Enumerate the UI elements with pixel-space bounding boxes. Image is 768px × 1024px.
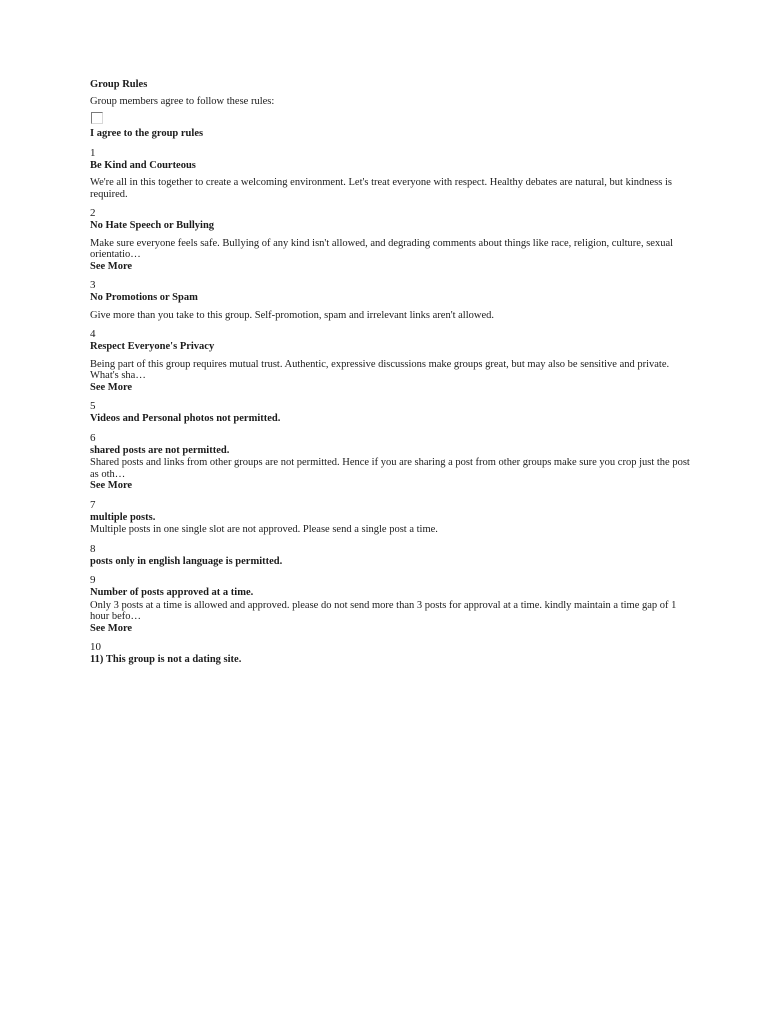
rule-number: 3 bbox=[90, 279, 96, 291]
rule-item-10 bbox=[90, 641, 690, 666]
see-more-link[interactable]: See More bbox=[90, 480, 133, 491]
rule-number: 5 bbox=[90, 400, 96, 412]
rule-item-7 bbox=[90, 499, 690, 536]
see-more-link[interactable]: See More bbox=[90, 381, 133, 393]
rule-number: 8 bbox=[90, 542, 96, 555]
page-title: Group Rules bbox=[90, 79, 148, 90]
rule-description: Being part of this group requires mutual trust. Authentic, expressive discussions make groups great, but may also be sensitive and private. What's sha… bbox=[90, 358, 670, 381]
rule-description: Make sure everyone feels safe. Bullying of any kind isn't allowed, and degrading comments about things like race, religion, culture, sexual orientatio… bbox=[90, 237, 674, 260]
rule-description: Shared posts and links from other groups are not permitted. Hence if you are sharing a post from other groups make sure you crop just the post as oth… bbox=[90, 457, 690, 480]
rule-number: 7 bbox=[90, 498, 96, 511]
see-more-link[interactable]: See More bbox=[90, 622, 133, 634]
rule-title: posts only in english language is permitted. bbox=[90, 555, 283, 567]
rules-list bbox=[90, 147, 690, 666]
agree-label: I agree to the group rules bbox=[90, 128, 204, 139]
rule-title: No Hate Speech or Bullying bbox=[90, 220, 215, 231]
rule-item-3 bbox=[90, 279, 690, 321]
rule-description: Give more than you take to this group. Self-promotion, spam and irrelevant links aren't allowed. bbox=[90, 309, 495, 321]
rules-intro: Group members agree to follow these rules: bbox=[90, 95, 275, 107]
rule-number: 4 bbox=[90, 328, 96, 340]
rule-number: 1 bbox=[90, 146, 96, 159]
rule-title: 11) This group is not a dating site. bbox=[90, 654, 242, 665]
rule-number: 6 bbox=[90, 431, 96, 444]
rule-title: shared posts are not permitted. bbox=[90, 444, 230, 456]
rule-description: We're all in this together to create a welcoming environment. Let's treat everyone with respect. Healthy debates are natural, but kindness is required. bbox=[90, 177, 672, 200]
rule-description: Only 3 posts at a time is allowed and approved. please do not send more than 3 posts for approval at a time. kindly maintain a time gap of 1 hour befo… bbox=[90, 599, 677, 622]
rule-number: 10 bbox=[90, 641, 101, 653]
rule-number: 2 bbox=[90, 207, 96, 219]
rule-item-4 bbox=[90, 328, 690, 393]
rule-item-1 bbox=[90, 147, 690, 201]
rule-description: Multiple posts in one single slot are not approved. Please send a single post a time. bbox=[90, 524, 438, 535]
rule-item-2 bbox=[90, 207, 690, 272]
rule-title: Respect Everyone's Privacy bbox=[90, 341, 215, 352]
agree-checkbox[interactable] bbox=[91, 112, 103, 124]
rule-title: Videos and Personal photos not permitted. bbox=[90, 413, 281, 424]
rule-title: Be Kind and Courteous bbox=[90, 159, 196, 171]
rule-title: multiple posts. bbox=[90, 511, 156, 523]
rule-item-5 bbox=[90, 400, 690, 425]
rule-item-8 bbox=[90, 543, 690, 568]
rule-title: Number of posts approved at a time. bbox=[90, 587, 254, 598]
rule-number: 9 bbox=[90, 574, 96, 586]
rule-item-6 bbox=[90, 432, 690, 492]
rule-title: No Promotions or Spam bbox=[90, 292, 198, 303]
rule-item-9 bbox=[90, 574, 690, 634]
see-more-link[interactable]: See More bbox=[90, 260, 133, 272]
